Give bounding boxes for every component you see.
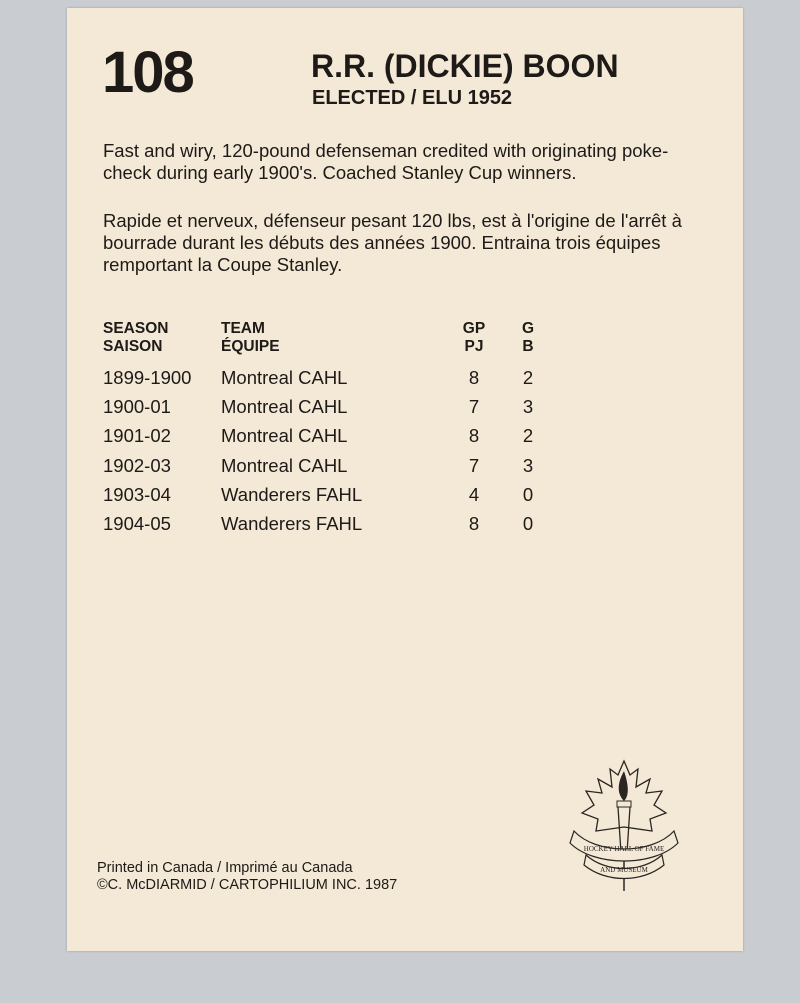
elected-year: ELECTED / ELU 1952: [312, 87, 513, 109]
player-name: R.R. (DICKIE) BOON: [311, 48, 619, 84]
cell-g: 2: [522, 425, 534, 447]
cell-season: 1901-02: [103, 425, 171, 447]
cell-season: 1902-03: [103, 454, 171, 476]
cell-g: 3: [522, 454, 534, 476]
logo-text-bottom: AND MUSEUM: [600, 866, 648, 874]
cell-team: Montreal CAHL: [221, 454, 348, 476]
bio-english: Fast and wiry, 120-pound defenseman credited with originating poke-check during early 1900's. Coached Stanley Cup winners.: [103, 140, 669, 183]
cell-gp: 4: [468, 483, 480, 505]
cell-season: 1899-1900: [103, 367, 192, 388]
cell-g: 3: [522, 396, 534, 418]
bio-french: Rapide et nerveux, défenseur pesant 120 lbs, est à l'origine de l'arrêt à bourrade durant les débuts des années 1900. Entraina trois équipes remportant la Coupe Stanley.: [103, 210, 682, 275]
cell-team: Wanderers FAHL: [221, 483, 363, 505]
header-g: G B: [521, 320, 535, 355]
cell-gp: 7: [468, 454, 480, 476]
header-gp: GP PJ: [462, 320, 486, 355]
printed-in: Printed in Canada / Imprimé au Canada: [97, 860, 353, 876]
cell-gp: 8: [468, 513, 480, 534]
header-season: SEASON SAISON: [103, 320, 169, 355]
cell-g: 2: [522, 367, 534, 388]
cell-team: Montreal CAHL: [221, 367, 348, 388]
cell-g: 0: [522, 513, 534, 534]
cell-team: Montreal CAHL: [221, 425, 348, 447]
cell-gp: 8: [468, 367, 480, 388]
cell-team: Montreal CAHL: [221, 396, 348, 418]
cell-season: 1900-01: [103, 396, 171, 418]
cell-season: 1904-05: [103, 513, 171, 534]
logo-text-top: HOCKEY HALL OF FAME: [583, 845, 665, 853]
cell-team: Wanderers FAHL: [221, 513, 363, 534]
cell-gp: 8: [468, 425, 480, 447]
card-number: 108: [102, 40, 193, 105]
copyright: ©C. McDIARMID / CARTOPHILIUM INC. 1987: [97, 877, 398, 893]
cell-gp: 7: [468, 396, 480, 418]
cell-g: 0: [522, 483, 534, 505]
hockey-hall-of-fame-logo: [566, 757, 682, 897]
cell-season: 1903-04: [103, 483, 171, 505]
header-team: TEAM ÉQUIPE: [221, 320, 280, 355]
